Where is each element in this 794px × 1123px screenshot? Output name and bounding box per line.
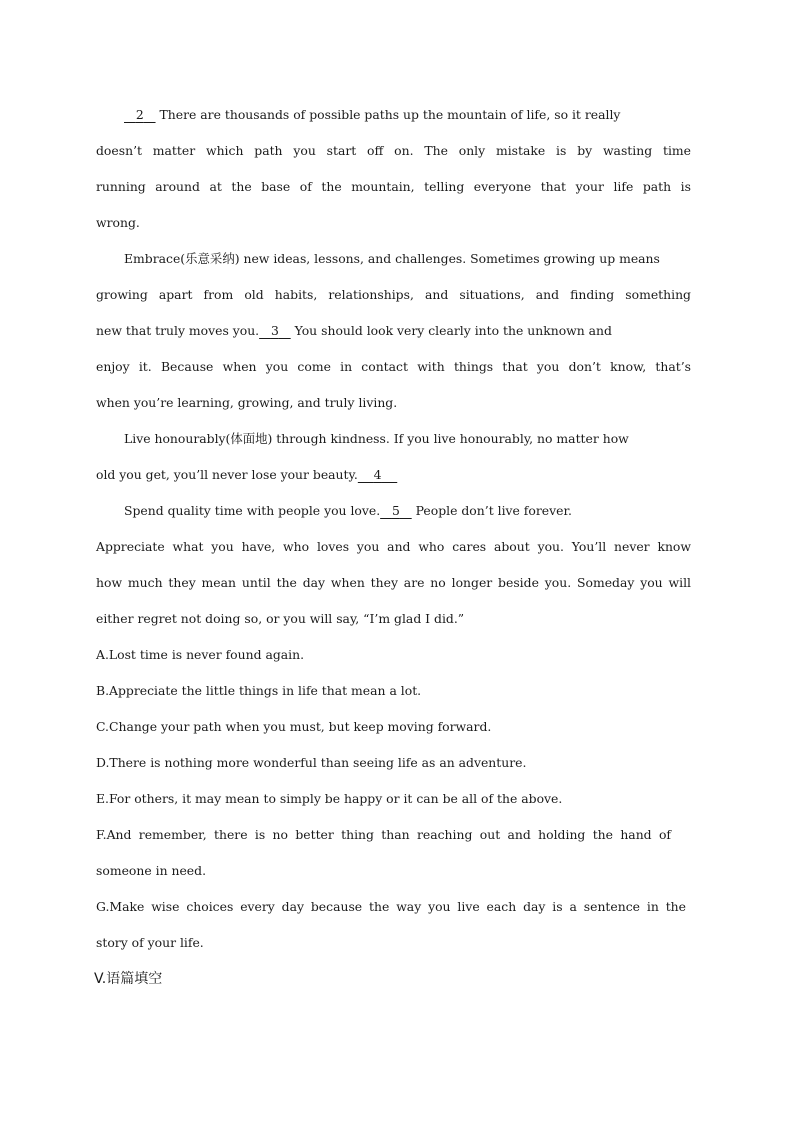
option-e: E.For others, it may mean to simply be happy or it can be all of the above. — [96, 791, 563, 806]
paragraph-1-line-2: doesn’t matter which path you start off on. The only mistake is by wasting time — [96, 143, 691, 158]
option-b: B.Appreciate the little things in life that mean a lot. — [96, 683, 422, 698]
paragraph-2-line-4: enjoy it. Because when you come in contact with things that you don’t know, that’s — [96, 359, 691, 374]
option-g-line-1: G.Make wise choices every day because the way you live each day is a sentence in the — [96, 899, 686, 914]
paragraph-2-line-5: when you’re learning, growing, and truly living. — [96, 395, 398, 410]
paragraph-3-line-1: Live honourably(体面地) through kindness. If you live honourably, no matter how — [124, 431, 629, 446]
blank-4: 4 — [373, 467, 382, 482]
option-d: D.There is nothing more wonderful than seeing life as an adventure. — [96, 755, 527, 770]
paragraph-1-text: There are thousands of possible paths up the mountain of life, so it really — [159, 107, 621, 122]
paragraph-1-line-3: running around at the base of the mountain, telling everyone that your life path is — [96, 179, 691, 194]
paragraph-2-text-b: You should look very clearly into the unknown and — [294, 323, 612, 338]
paragraph-4-text-b: People don’t live forever. — [415, 503, 572, 518]
paragraph-1-line-4: wrong. — [96, 215, 140, 230]
blank-2: 2 — [135, 107, 144, 122]
option-f-line-1: F.And remember, there is no better thing than reaching out and holding the hand of — [96, 827, 671, 842]
paragraph-2-line-2: growing apart from old habits, relationships, and situations, and finding something — [96, 287, 691, 302]
paragraph-3-text: old you get, you’ll never lose your beauty. — [96, 467, 358, 482]
paragraph-2-line-1: Embrace(乐意采纳) new ideas, lessons, and challenges. Sometimes growing up means — [124, 251, 660, 266]
section-heading: V.语篇填空 — [94, 971, 163, 987]
option-g-line-2: story of your life. — [96, 935, 204, 950]
paragraph-4-line-2: Appreciate what you have, who loves you and who cares about you. You’ll never know — [96, 539, 691, 554]
paragraph-3-line-2 — [96, 465, 397, 485]
paragraph-4-line-4: either regret not doing so, or you will say, “I’m glad I did.” — [96, 611, 465, 626]
paragraph-4-text-a: Spend quality time with people you love. — [124, 503, 381, 518]
paragraph-4-line-3: how much they mean until the day when they are no longer beside you. Someday you will — [96, 575, 691, 590]
paragraph-2-line-3 — [96, 321, 612, 341]
blank-3: 3 — [270, 323, 279, 338]
option-c: C.Change your path when you must, but keep moving forward. — [96, 719, 492, 734]
option-f-line-2: someone in need. — [96, 863, 207, 878]
paragraph-2-text-a: new that truly moves you. — [96, 323, 260, 338]
blank-5: 5 — [391, 503, 400, 518]
paragraph-1-line-1 — [124, 105, 620, 125]
option-a: A.Lost time is never found again. — [96, 647, 305, 662]
paragraph-4-line-1 — [124, 501, 572, 521]
